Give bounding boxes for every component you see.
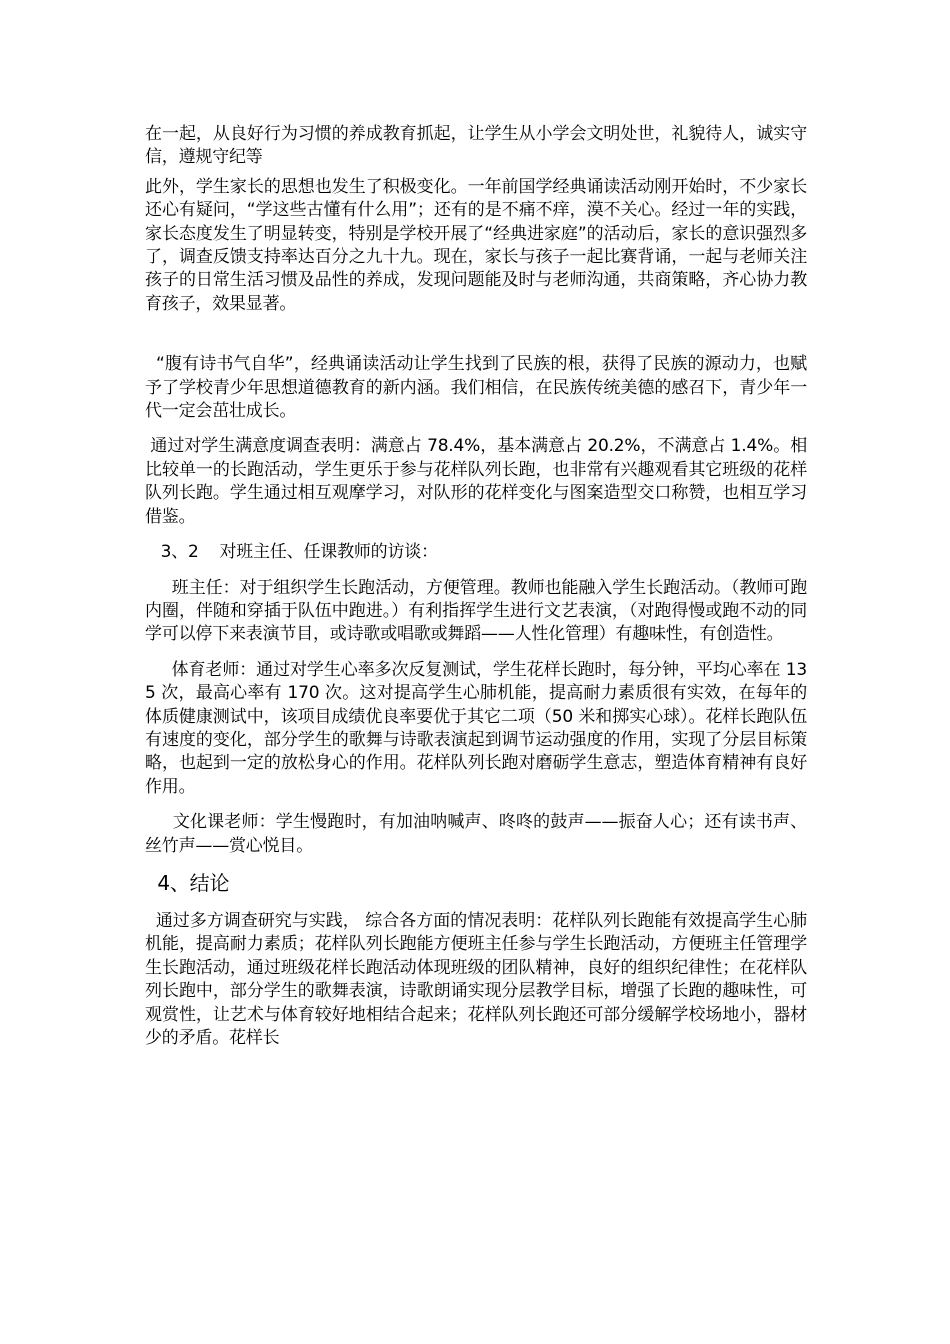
paragraph-pe-teacher: 体育老师：通过对学生心率多次反复测试，学生花样长跑时，每分钟，平均心率在 135 次，最高心率有 170 次。这对提高学生心肺机能，提高耐力素质很有实效，在每年的体质健康测试中，该项目成绩优良率要优于其它二项（50 米和掷实心球）。花样长跑队伍有速度的变化，部分学生的歌舞与诗歌表演起到调节运动强度的作用，实现了分层目标策略，也起到一定的放松身心的作用。花样队列长跑对磨砺学生意志，塑造体育精神有良好作用。 [145,659,807,797]
paragraph-culture-teacher: 文化课老师：学生慢跑时，有加油呐喊声、咚咚的鼓声——振奋人心；还有读书声、丝竹声——赏心悦目。 [145,812,807,856]
section-heading-interviews: 3、2 对班主任、任课教师的访谈： [145,542,438,563]
document-page [145,123,807,1050]
paragraph-head-teacher: 班主任：对于组织学生长跑活动，方便管理。教师也能融入学生长跑活动。（教师可跑内圈，伴随和穿插于队伍中跑进。）有利指挥学生进行文艺表演，（对跑得慢或跑不动的同学可以停下来表演节目，或诗歌或唱歌或舞蹈——人性化管理）有趣味性，有创造性。 [145,577,807,645]
paragraph-civility: 在一起，从良好行为习惯的养成教育抓起，让学生从小学会文明处世，礼貌待人，诚实守信，遵规守纪等 [145,124,807,168]
paragraph-conclusion: 通过多方调查研究与实践， 综合各方面的情况表明：花样队列长跑能有效提高学生心肺机能，提高耐力素质；花样队列长跑能方便班主任参与学生长跑活动，方便班主任管理学生长跑活动，通过班级花样长跑活动体现班级的团队精神，良好的组织纪律性；在花样队列长跑中，部分学生的歌舞表演，诗歌朗诵实现分层教学目标，增强了长跑的趣味性，可观赏性，让艺术与体育较好地相结合起来；花样队列长跑还可部分缓解学校场地小，器材少的矛盾。花样长 [145,910,807,1048]
paragraph-classics-reading: “腹有诗书气自华”，经典诵读活动让学生找到了民族的根，获得了民族的源动力，也赋予了学校青少年思想道德教育的新内涵。我们相信，在民族传统美德的感召下，青少年一代一定会茁壮成长。 [145,354,807,422]
paragraph-satisfaction-survey: 通过对学生满意度调查表明：满意占 78.4%，基本满意占 20.2%，不满意占 1.4%。相比较单一的长跑活动，学生更乐于参与花样队列长跑，也非常有兴趣观看其它班级的花样队列长跑。学生通过相互观摩学习，对队形的花样变化与图案造型交口称赞，也相互学习借鉴。 [145,436,807,527]
paragraph-parents-change: 此外，学生家长的思想也发生了积极变化。一年前国学经典诵读活动刚开始时，不少家长还心有疑问，“学这些古懂有什么用”；还有的是不痛不痒，漠不关心。经过一年的实践，家长态度发生了明显转变，特别是学校开展了“经典进家庭”的活动后，家长的意识强烈多了，调查反馈支持率达百分之九十九。现在，家长与孩子一起比赛背诵，一起与老师关注孩子的日常生活习惯及品性的养成，发现问题能及时与老师沟通，共商策略，齐心协力教育孩子，效果显著。 [145,176,807,314]
section-heading-conclusion: 4、结论 [145,870,230,895]
